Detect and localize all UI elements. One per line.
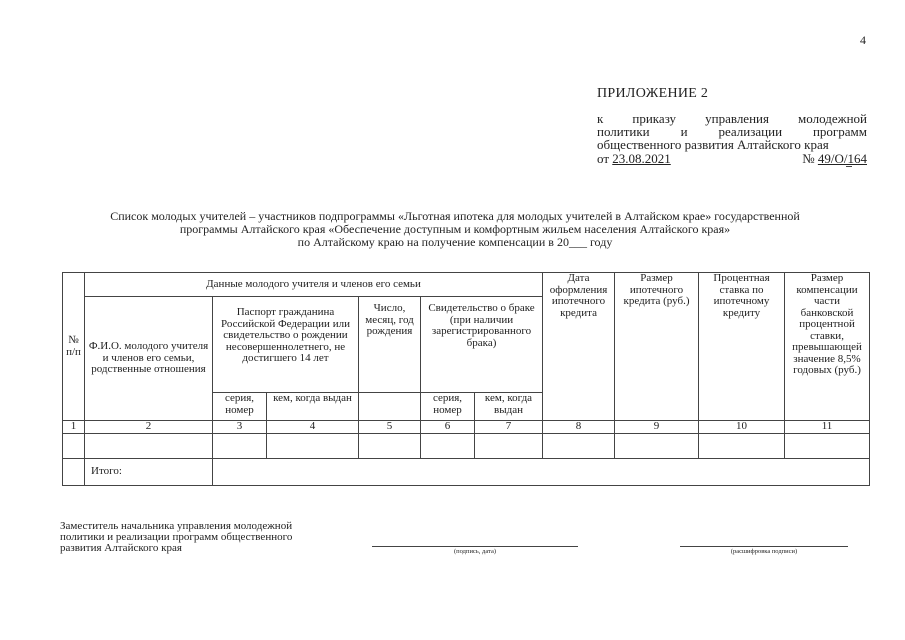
appendix-title: ПРИЛОЖЕНИЕ 2 bbox=[597, 86, 709, 101]
total-value-cell bbox=[213, 459, 870, 486]
column-index: 11 bbox=[785, 421, 870, 434]
table-cell bbox=[267, 434, 359, 459]
total-row bbox=[63, 459, 870, 486]
passport-issued-header: кем, когда выдан bbox=[267, 393, 359, 421]
col-marriage-cert-header: Свидетельство о браке (при наличии зарегистрированного брака) bbox=[421, 297, 543, 393]
order-date: 23.08.2021 bbox=[612, 151, 671, 166]
scan-mark bbox=[846, 166, 852, 167]
signature-decode-caption: (расшифровка подписи) bbox=[730, 548, 798, 555]
column-index: 6 bbox=[421, 421, 475, 434]
col-passport-header: Паспорт гражданина Российской Федерации или свидетельство о рождении несовершеннолетнего, не достигшего 14 лет bbox=[213, 297, 359, 393]
order-number-prefix: № bbox=[802, 151, 815, 166]
order-date-prefix: от bbox=[597, 151, 610, 166]
heading-line-2: программы Алтайского края «Обеспечение доступным и комфортным жильем населения Алтайского края» bbox=[179, 222, 731, 236]
column-index: 3 bbox=[213, 421, 267, 434]
teachers-table bbox=[62, 272, 870, 486]
col-credit-date-header: Дата оформления ипотечного кредита bbox=[543, 273, 615, 421]
signature-decode-line bbox=[680, 546, 848, 547]
page-number: 4 bbox=[860, 33, 866, 47]
order-number-block bbox=[802, 151, 867, 167]
group-header-teacher-data: Данные молодого учителя и членов его семьи bbox=[85, 273, 543, 297]
column-index: 8 bbox=[543, 421, 615, 434]
table-cell bbox=[699, 434, 785, 459]
heading-line-3: по Алтайскому краю на получение компенсации в 20___ году bbox=[297, 235, 613, 249]
col-fio-header: Ф.И.О. молодого учителя и членов его семьи, родственные отношения bbox=[85, 297, 213, 421]
table-cell bbox=[359, 434, 421, 459]
heading-line-1: Список молодых учителей – участников подпрограммы «Льготная ипотека для молодых учителей в Алтайском крае» государственной bbox=[110, 209, 800, 223]
total-row-empty-cell bbox=[63, 459, 85, 486]
column-index: 7 bbox=[475, 421, 543, 434]
order-date-number bbox=[597, 151, 867, 167]
marriage-issued-header: кем, когда выдан bbox=[475, 393, 543, 421]
appendix-order-text bbox=[597, 112, 867, 151]
signature-line bbox=[372, 546, 578, 547]
col-credit-size-header: Размер ипотечного кредита (руб.) bbox=[615, 273, 699, 421]
signature-caption: (подпись, дата) bbox=[453, 548, 497, 555]
header-row-1 bbox=[63, 273, 870, 297]
appendix-line-1: к приказу управления молодежной bbox=[597, 111, 867, 126]
column-index: 2 bbox=[85, 421, 213, 434]
marriage-series-header: серия, номер bbox=[421, 393, 475, 421]
appendix-line-2: политики и реализации программ bbox=[597, 124, 867, 139]
appendix-line-3: общественного развития Алтайского края bbox=[597, 137, 829, 152]
col-compensation-header: Размер компенсации части банковской процентной ставки, превышающей значение 8,5% годовых (руб.) bbox=[785, 273, 870, 421]
col-interest-rate-header: Процентная ставка по ипотечному кредиту bbox=[699, 273, 785, 421]
table-row-empty bbox=[63, 434, 870, 459]
table-cell bbox=[421, 434, 475, 459]
table-cell bbox=[85, 434, 213, 459]
table-cell bbox=[543, 434, 615, 459]
table-cell bbox=[213, 434, 267, 459]
table-cell bbox=[63, 434, 85, 459]
column-index: 5 bbox=[359, 421, 421, 434]
column-index: 1 bbox=[63, 421, 85, 434]
column-index: 10 bbox=[699, 421, 785, 434]
order-number: 49/О/164 bbox=[817, 151, 867, 166]
birth-date-sub-empty bbox=[359, 393, 421, 421]
passport-series-header: серия, номер bbox=[213, 393, 267, 421]
table-cell bbox=[475, 434, 543, 459]
column-index: 4 bbox=[267, 421, 359, 434]
table-cell bbox=[615, 434, 699, 459]
col-number-header: № п/п bbox=[63, 273, 85, 421]
table-cell bbox=[785, 434, 870, 459]
column-index-row bbox=[63, 421, 870, 434]
signatory-position: Заместитель начальника управления молодежной политики и реализации программ общественного развития Алтайского края bbox=[60, 520, 293, 554]
col-birth-date-header: Число, месяц, год рождения bbox=[359, 297, 421, 393]
total-label: Итого: bbox=[85, 459, 213, 486]
document-heading bbox=[60, 210, 850, 249]
column-index: 9 bbox=[615, 421, 699, 434]
